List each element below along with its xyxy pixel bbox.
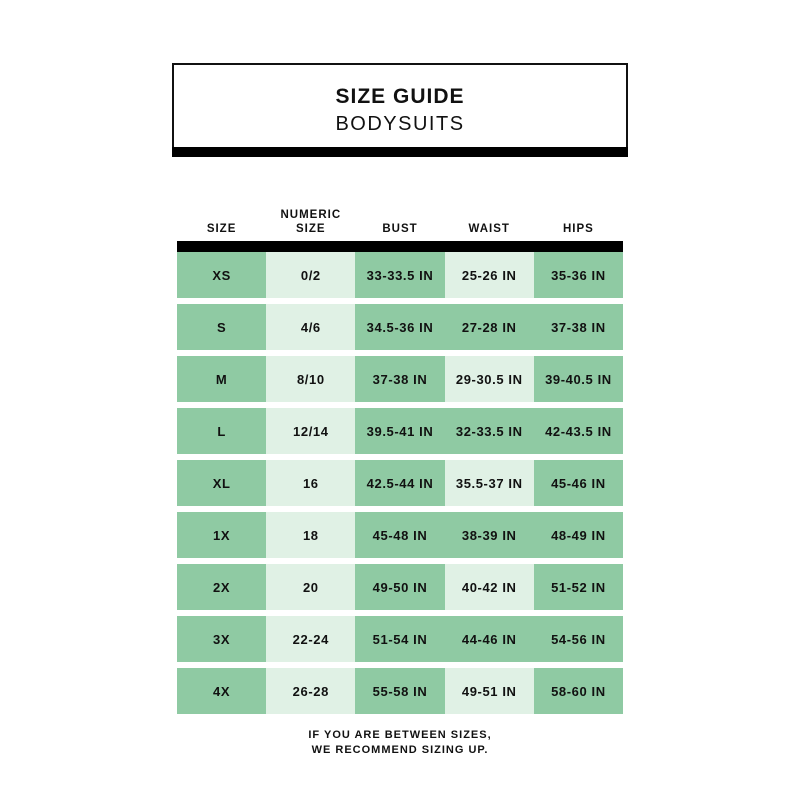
cell-hips: 42-43.5 IN: [534, 408, 623, 454]
sizing-note-line-1: IF YOU ARE BETWEEN SIZES,: [308, 729, 492, 741]
page-title: SIZE GUIDE: [335, 85, 465, 108]
title-underline-bar: [172, 147, 628, 157]
cell-waist: 25-26 IN: [445, 252, 534, 298]
header-divider-bar: [177, 241, 623, 252]
cell-hips: 39-40.5 IN: [534, 356, 623, 402]
cell-waist: 32-33.5 IN: [445, 408, 534, 454]
cell-numeric-size: 8/10: [266, 356, 355, 402]
cell-numeric-size: 16: [266, 460, 355, 506]
size-table-body: [177, 252, 623, 714]
cell-numeric-size: 26-28: [266, 668, 355, 714]
table-row: [177, 356, 623, 402]
sizing-note-line-2: WE RECOMMEND SIZING UP.: [311, 744, 489, 756]
cell-hips: 48-49 IN: [534, 512, 623, 558]
table-row: [177, 304, 623, 350]
cell-size: L: [177, 408, 266, 454]
cell-numeric-size: 22-24: [266, 616, 355, 662]
table-row: [177, 408, 623, 454]
cell-waist: 38-39 IN: [445, 512, 534, 558]
cell-hips: 45-46 IN: [534, 460, 623, 506]
cell-bust: 45-48 IN: [355, 512, 444, 558]
cell-numeric-size: 18: [266, 512, 355, 558]
cell-size: XL: [177, 460, 266, 506]
table-row: [177, 564, 623, 610]
cell-bust: 37-38 IN: [355, 356, 444, 402]
cell-waist: 40-42 IN: [445, 564, 534, 610]
cell-waist: 44-46 IN: [445, 616, 534, 662]
cell-size: 3X: [177, 616, 266, 662]
cell-hips: 51-52 IN: [534, 564, 623, 610]
cell-size: 1X: [177, 512, 266, 558]
page-subtitle: BODYSUITS: [335, 113, 465, 135]
cell-waist: 27-28 IN: [445, 304, 534, 350]
cell-bust: 51-54 IN: [355, 616, 444, 662]
cell-size: XS: [177, 252, 266, 298]
cell-bust: 33-33.5 IN: [355, 252, 444, 298]
cell-hips: 58-60 IN: [534, 668, 623, 714]
cell-bust: 49-50 IN: [355, 564, 444, 610]
table-header-row: [177, 196, 623, 238]
title-box: [172, 63, 628, 157]
cell-bust: 55-58 IN: [355, 668, 444, 714]
cell-bust: 42.5-44 IN: [355, 460, 444, 506]
table-row: [177, 252, 623, 298]
cell-size: 4X: [177, 668, 266, 714]
header-numeric-size: NUMERIC SIZE: [280, 209, 342, 235]
cell-hips: 37-38 IN: [534, 304, 623, 350]
table-row: [177, 512, 623, 558]
header-size: SIZE: [206, 223, 237, 235]
cell-hips: 54-56 IN: [534, 616, 623, 662]
cell-numeric-size: 20: [266, 564, 355, 610]
cell-numeric-size: 4/6: [266, 304, 355, 350]
cell-size: S: [177, 304, 266, 350]
header-bust: BUST: [382, 223, 418, 235]
cell-bust: 34.5-36 IN: [355, 304, 444, 350]
table-row: [177, 460, 623, 506]
cell-waist: 49-51 IN: [445, 668, 534, 714]
cell-bust: 39.5-41 IN: [355, 408, 444, 454]
cell-hips: 35-36 IN: [534, 252, 623, 298]
cell-waist: 29-30.5 IN: [445, 356, 534, 402]
cell-size: 2X: [177, 564, 266, 610]
cell-numeric-size: 0/2: [266, 252, 355, 298]
cell-numeric-size: 12/14: [266, 408, 355, 454]
cell-waist: 35.5-37 IN: [445, 460, 534, 506]
header-hips: HIPS: [562, 223, 594, 235]
sizing-note: [200, 728, 600, 758]
table-row: [177, 668, 623, 714]
table-row: [177, 616, 623, 662]
header-waist: WAIST: [468, 223, 510, 235]
cell-size: M: [177, 356, 266, 402]
